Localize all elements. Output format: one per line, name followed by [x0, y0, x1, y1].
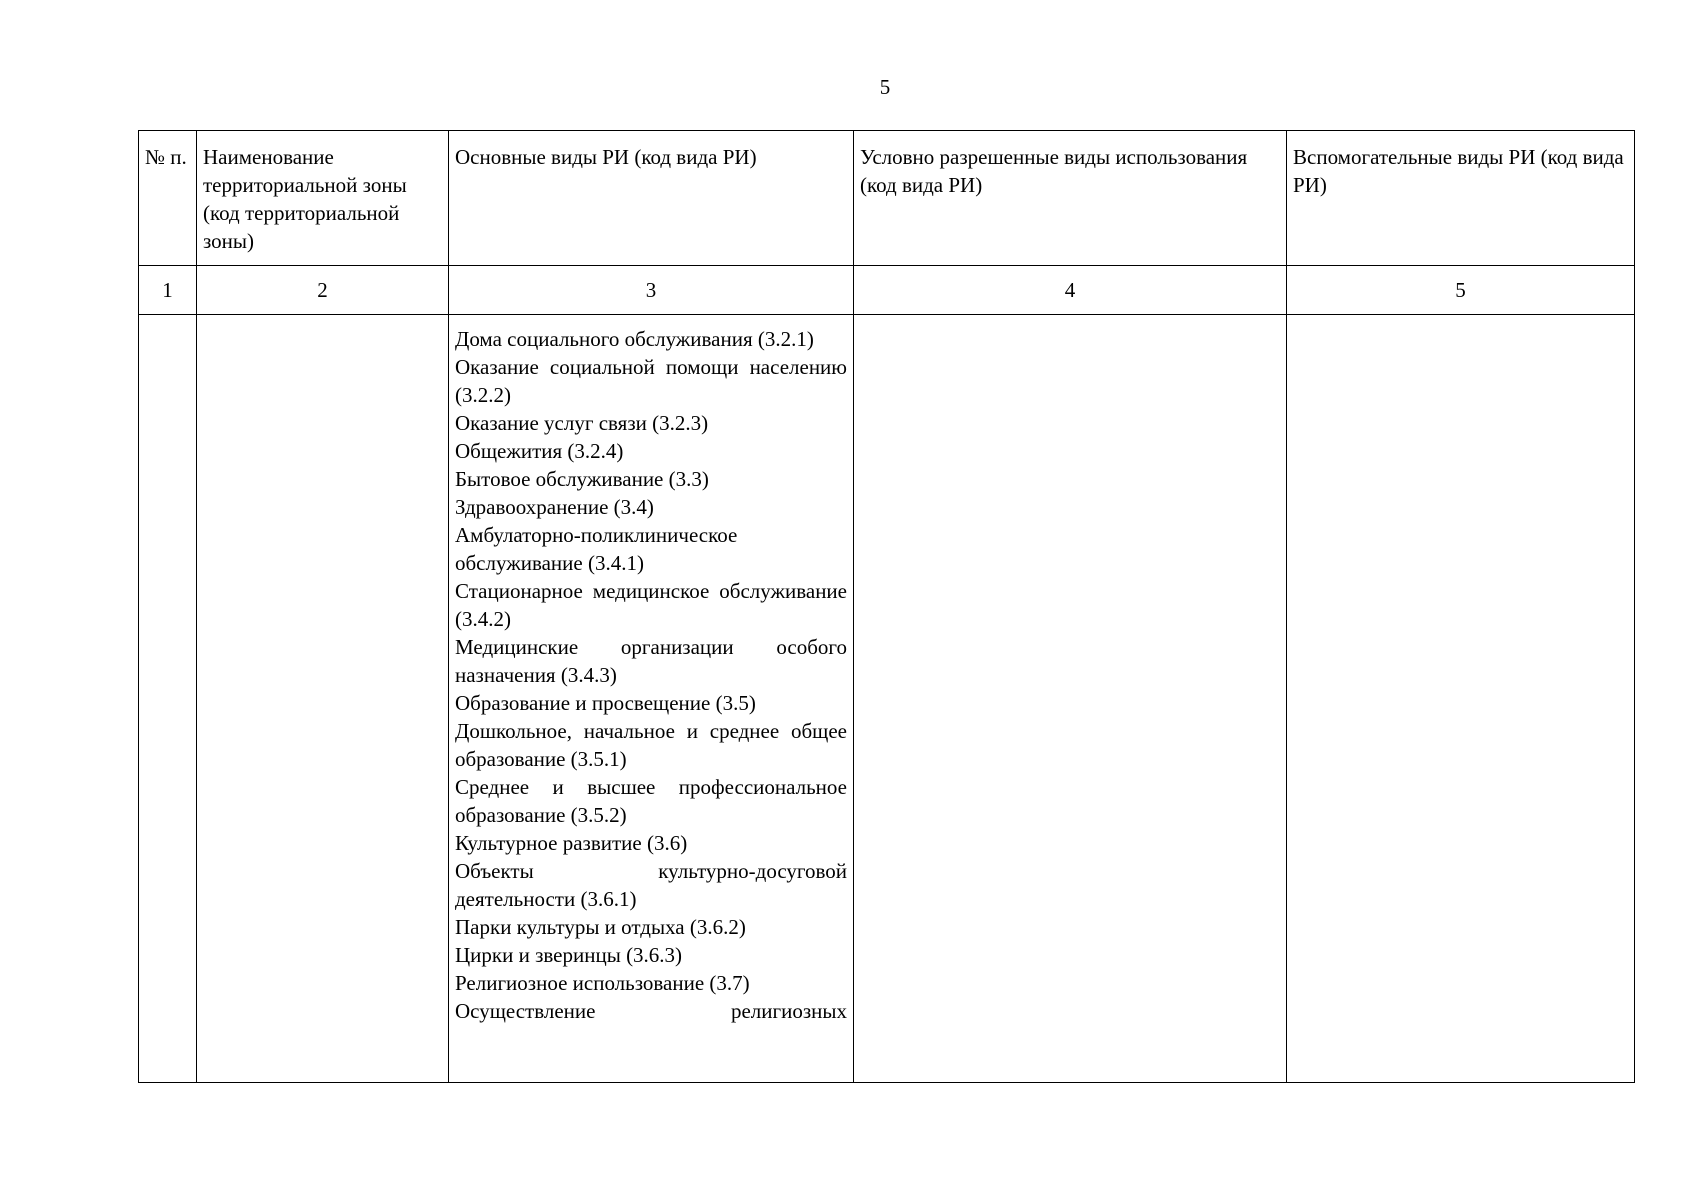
list-item: Дома социального обслуживания (3.2.1) [455, 327, 814, 351]
list-item: Здравоохранение (3.4) [455, 495, 654, 519]
list-item: Образование и просвещение (3.5) [455, 691, 756, 715]
list-item: Бытовое обслуживание (3.3) [455, 467, 709, 491]
list-item: Парки культуры и отдыха (3.6.2) [455, 915, 746, 939]
column-number: 2 [197, 266, 449, 315]
auxiliary-uses-cell [1287, 315, 1635, 1083]
list-item: Дошкольное, начальное и среднее общее образование (3.5.1) [455, 719, 847, 771]
zone-name-cell [197, 315, 449, 1083]
list-item: Религиозное использование (3.7) [455, 971, 750, 995]
column-number: 3 [449, 266, 854, 315]
list-item: Медицинские организации особого назначения (3.4.3) [455, 635, 847, 687]
column-number: 1 [139, 266, 197, 315]
column-number: 4 [854, 266, 1287, 315]
column-number-row [139, 266, 1635, 315]
row-number-cell [139, 315, 197, 1083]
list-item: Культурное развитие (3.6) [455, 831, 688, 855]
list-item: Оказание услуг связи (3.2.3) [455, 411, 709, 435]
list-item: Объекты культурно-досуговой деятельности (3.6.1) [455, 859, 847, 911]
header-conditional-uses: Условно разрешенные виды использования (код вида РИ) [854, 131, 1287, 266]
page-number: 5 [879, 75, 891, 99]
list-item: Стационарное медицинское обслуживание (3.4.2) [455, 579, 847, 631]
list-item: Среднее и высшее профессиональное образование (3.5.2) [455, 775, 847, 827]
zones-table [138, 130, 1635, 1083]
column-number: 5 [1287, 266, 1635, 315]
header-zone-name: Наименование территориальной зоны (код территориальной зоны) [197, 131, 449, 266]
header-number: № п. [139, 131, 197, 266]
table-header-row [139, 131, 1635, 266]
list-item: Цирки и зверинцы (3.6.3) [455, 943, 683, 967]
list-item: Общежития (3.2.4) [455, 439, 624, 463]
table-row [139, 315, 1635, 1083]
list-item: Осуществление религиозных [455, 999, 847, 1023]
main-uses-cell [449, 315, 854, 1083]
header-main-uses: Основные виды РИ (код вида РИ) [449, 131, 854, 266]
conditional-uses-cell [854, 315, 1287, 1083]
list-item: Оказание социальной помощи населению (3.2.2) [455, 355, 847, 407]
list-item: Амбулаторно-поликлиническое обслуживание (3.4.1) [455, 523, 738, 575]
header-auxiliary-uses: Вспомогательные виды РИ (код вида РИ) [1287, 131, 1635, 266]
